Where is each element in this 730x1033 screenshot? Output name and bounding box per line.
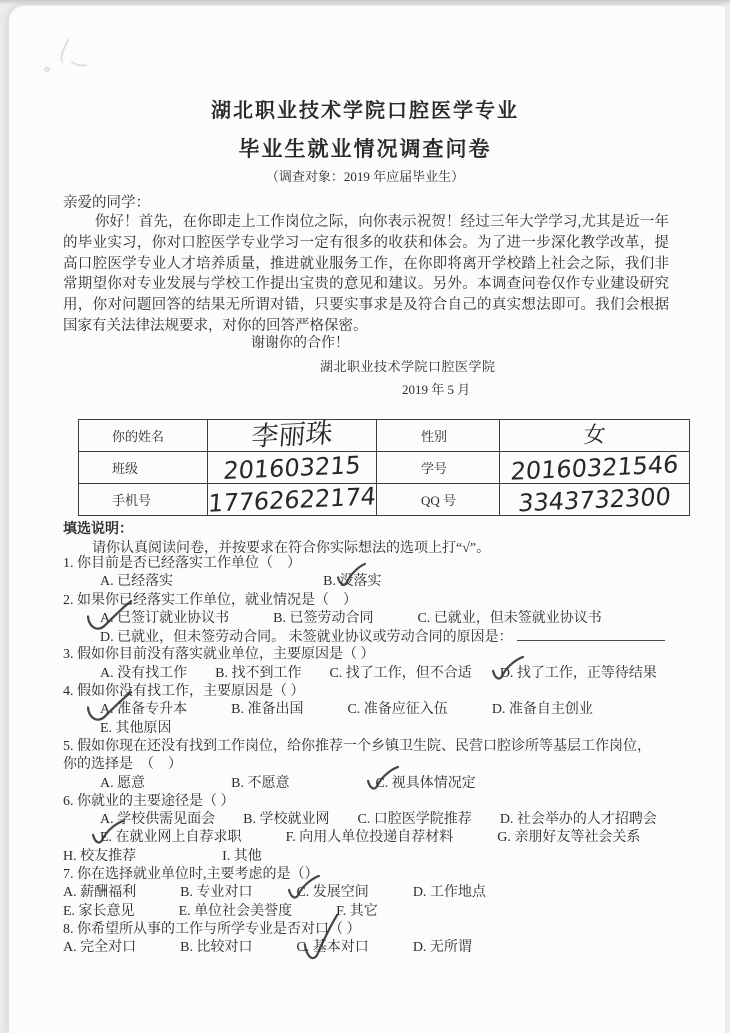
- signer-line: 湖北职业技术学院口腔医学院: [320, 359, 496, 374]
- option-line: [63, 939, 673, 957]
- option[interactable]: I. 其他: [222, 848, 262, 864]
- info-label: 手机号: [79, 484, 208, 516]
- info-value-field[interactable]: [208, 420, 377, 452]
- blank-line[interactable]: [517, 628, 665, 641]
- table-row: [79, 420, 690, 452]
- option[interactable]: A. 已经落实: [100, 574, 174, 590]
- option-line: [63, 903, 673, 921]
- option[interactable]: B. 比较对口: [180, 940, 253, 956]
- info-label: QQ 号: [377, 484, 500, 516]
- option[interactable]: C. 口腔医学院推荐: [357, 812, 472, 828]
- option[interactable]: E. 家长意见: [63, 903, 135, 919]
- handwritten-value: 201603215: [222, 450, 362, 485]
- question-text: 6. 你就业的主要途径是（ ）: [63, 793, 235, 809]
- info-label: 班级: [79, 452, 208, 484]
- questions: [63, 555, 673, 958]
- option[interactable]: D. 找了工作，正等待结果: [500, 665, 657, 683]
- option[interactable]: A. 准备专升本: [100, 701, 187, 719]
- salutation: 亲爱的同学：: [63, 195, 150, 211]
- option[interactable]: C. 已就业，但未签就业协议书: [417, 610, 602, 626]
- option[interactable]: D. 已就业，但未签劳动合同。 未签就业协议或劳动合同的原因是：: [100, 628, 665, 647]
- option[interactable]: B. 不愿意: [231, 775, 290, 791]
- option[interactable]: A. 已签订就业协议书: [100, 610, 229, 628]
- option[interactable]: B. 已签劳动合同: [273, 610, 374, 626]
- question-text: 8. 你希望所从事的工作与所学专业是否对口（ ）: [63, 921, 361, 937]
- option[interactable]: E. 在就业网上自荐求职: [100, 829, 242, 847]
- option[interactable]: D. 准备自主创业: [491, 702, 593, 718]
- fill-note-text: 请你认真阅读问卷，并按要求在符合你实际想法的选项上打“√”。: [92, 541, 491, 556]
- option[interactable]: A. 没有找工作: [100, 665, 188, 681]
- pencil-smudge-icon: [38, 28, 98, 83]
- option[interactable]: B. 没落实: [323, 573, 381, 591]
- question-text: 4. 假如你没有找工作，主要原因是（ ）: [63, 684, 305, 700]
- option[interactable]: A. 学校供需见面会: [100, 812, 216, 828]
- info-value-field[interactable]: [500, 449, 690, 486]
- option-line: [63, 720, 673, 738]
- option-line: [63, 573, 673, 591]
- personal-info-table: [78, 419, 690, 516]
- option[interactable]: A. 薪酬福利: [63, 885, 137, 901]
- intro-paragraph: 你好！首先，在你即走上工作岗位之际，向你表示祝贺！经过三年大学学习,尤其是近一年的毕业实习，你对口腔医学专业学习一定有很多的收获和体会。为了进一步深化教学改革，提高口腔医学专业人才培养质量，推进就业服务工作，在你即将离开学校踏上社会之际，我们非常期望你对专业发展与学校工作提出宝贵的意见和建议。另外。本调查问卷仅作专业建设研究用，你对问题回答的结果无所谓对错，只要实事求是及符合自己的真实想法即可。我们会根据国家有关法律法规要求，对你的回答严格保密。: [63, 214, 669, 334]
- option[interactable]: G. 亲朋好友等社会关系: [497, 830, 641, 846]
- question-text: 7. 你在选择就业单位时,主要考虑的是（）: [63, 867, 319, 883]
- option-line: [63, 665, 673, 683]
- option[interactable]: E. 其他原因: [100, 720, 172, 736]
- option[interactable]: H. 校友推荐: [63, 848, 137, 864]
- info-value-field[interactable]: [206, 481, 378, 518]
- option[interactable]: A. 愿意: [100, 775, 146, 791]
- option[interactable]: C. 发展空间: [296, 884, 368, 902]
- date-line: 2019 年 5 月: [402, 382, 471, 397]
- option[interactable]: B. 专业对口: [180, 885, 253, 901]
- page-subtitle-title: 毕业生就业情况调查问卷: [238, 138, 492, 161]
- option-line: [63, 775, 673, 793]
- question-text: 你的选择是 （ ）: [63, 757, 182, 773]
- option[interactable]: C. 基本对口: [296, 939, 368, 957]
- option-line: [63, 811, 673, 829]
- option[interactable]: D. 工作地点: [412, 885, 486, 901]
- thanks-line: 谢谢你的合作！: [251, 336, 349, 351]
- survey-target-note: （调查对象：2019 年应届毕业生）: [265, 169, 465, 184]
- option-line: [63, 829, 673, 847]
- page-title: 湖北职业技术学院口腔医学专业: [211, 100, 519, 122]
- option[interactable]: C. 视具体情况定: [375, 775, 475, 793]
- handwritten-value: 李丽珠: [250, 418, 334, 453]
- info-value-field[interactable]: [208, 452, 377, 484]
- option[interactable]: F. 向用人单位投递自荐材料: [285, 830, 454, 846]
- option-line: [63, 628, 673, 646]
- option[interactable]: D. 社会举办的人才招聘会: [499, 812, 657, 828]
- handwritten-value: 17762622174: [206, 481, 378, 518]
- option-line: [63, 610, 673, 628]
- option[interactable]: F. 其它: [336, 903, 378, 919]
- info-label: 性别: [377, 420, 500, 452]
- table-row: [79, 484, 690, 516]
- option[interactable]: B. 找不到工作: [215, 665, 302, 681]
- question-text: 5. 假如你现在还没有找到工作岗位，给你推荐一个乡镇卫生院、民营口腔诊所等基层工作岗位，: [63, 738, 651, 754]
- table-row: [79, 452, 690, 484]
- option[interactable]: A. 完全对口: [63, 940, 137, 956]
- option[interactable]: C. 准备应征入伍: [347, 702, 448, 718]
- question-text: 1. 你目前是否已经落实工作单位（ ）: [63, 556, 301, 571]
- handwritten-value: 20160321546: [509, 449, 680, 486]
- option[interactable]: D. 无所谓: [412, 940, 472, 956]
- option[interactable]: B. 学校就业网: [243, 812, 330, 828]
- handwritten-value: 3343732300: [517, 482, 672, 517]
- option-line: [63, 848, 673, 866]
- info-table-body: [79, 420, 690, 516]
- info-value-field[interactable]: [500, 420, 690, 452]
- info-label: 你的姓名: [79, 420, 208, 452]
- question-text: 3. 假如你目前没有落实就业单位，主要原因是（ ）: [63, 647, 375, 663]
- option-line: [63, 884, 673, 902]
- option[interactable]: E. 单位社会美誉度: [178, 903, 293, 919]
- option-line: [63, 701, 673, 719]
- option[interactable]: C. 找了工作，但不合适: [329, 665, 472, 681]
- info-value-field[interactable]: [500, 484, 690, 516]
- fill-note-title: 填选说明：: [63, 522, 133, 537]
- handwritten-value: 女: [582, 421, 607, 449]
- option[interactable]: B. 准备出国: [231, 702, 304, 718]
- question-text: 2. 如果你已经落实工作单位，就业情况是（ ）: [63, 592, 357, 608]
- info-label: 学号: [377, 452, 500, 484]
